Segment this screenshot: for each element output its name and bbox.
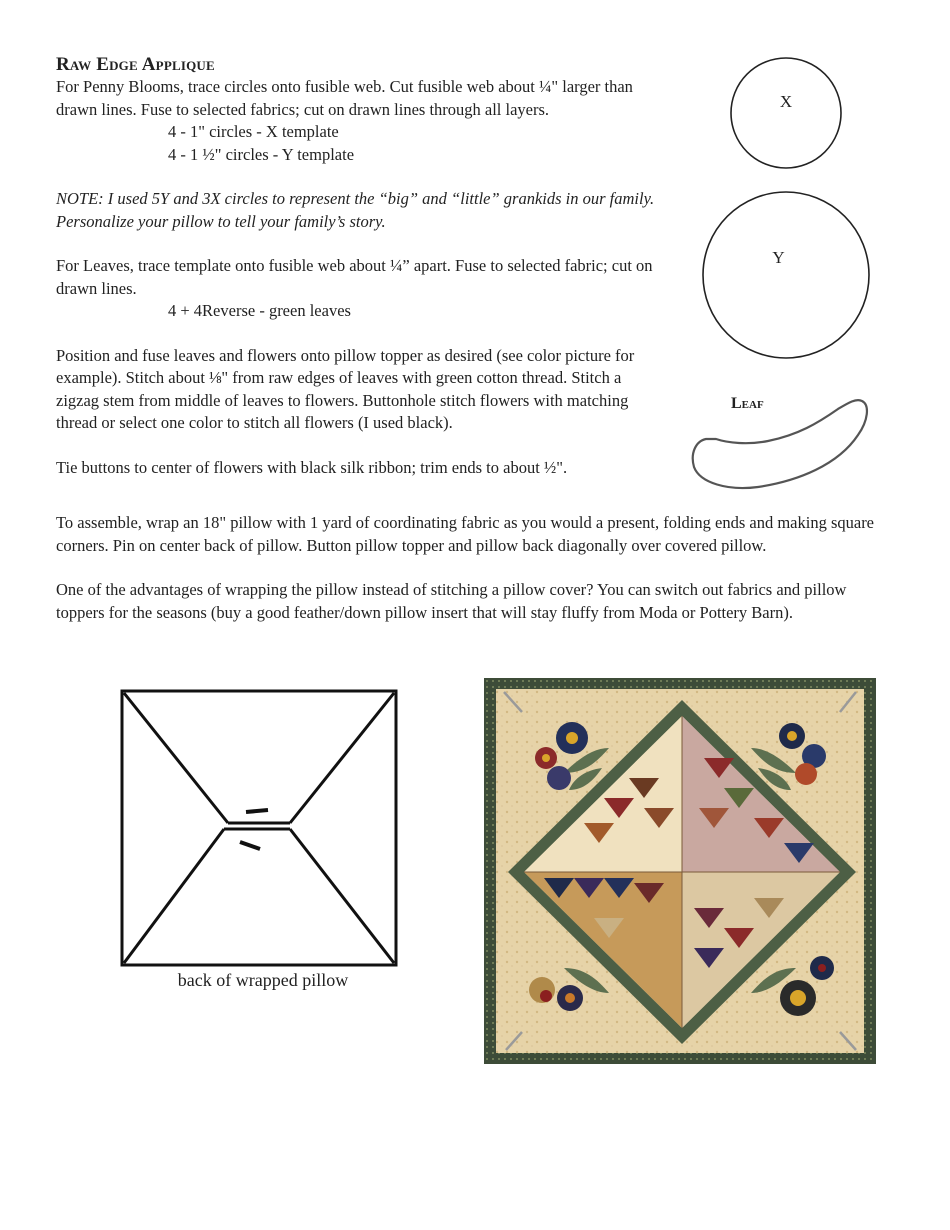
section-title: Raw Edge Applique: [56, 54, 215, 75]
diagram-caption: back of wrapped pillow: [177, 970, 349, 990]
assemble-paragraph: To assemble, wrap an 18" pillow with 1 yard of coordinating fabric as you would a present, folding ends and making square corners. Pin on center back of pillow. Button pillow topper and pillow back diagonally over covered pillow.: [56, 513, 875, 555]
leaf-template: [688, 395, 873, 495]
leaf-template-label: Leaf: [731, 395, 764, 412]
tie-paragraph: Tie buttons to center of flowers with black silk ribbon; trim ends to about ½".: [56, 457, 568, 477]
leaves-paragraph: For Leaves, trace template onto fusible web about ¼” apart. Fuse to selected fabric; cut on drawn lines.: [56, 256, 653, 298]
circle-list-item-x: 4 - 1" circles - X template: [168, 122, 339, 141]
x-template-label: X: [779, 92, 793, 111]
note-paragraph: NOTE: I used 5Y and 3X circles to represent the “big” and “little” grankids in our family. Personalize your pillow to tell your family’s story.: [56, 189, 655, 231]
blooms-paragraph: For Penny Blooms, trace circles onto fusible web. Cut fusible web about ¼" larger than drawn lines. Fuse to selected fabrics; cut on drawn lines through all layers.: [56, 77, 633, 119]
wrapped-pillow-diagram: [120, 689, 400, 969]
advantages-paragraph: One of the advantages of wrapping the pillow instead of stitching a pillow cover? You can switch out fabrics and pillow toppers for the seasons (buy a good feather/down pillow insert that will stay fluffy from Moda or Pottery Barn).: [56, 580, 847, 622]
x-circle-template: [729, 56, 843, 170]
circle-list-item-y: 4 - 1 ½" circles - Y template: [168, 144, 355, 164]
y-template-label: Y: [772, 248, 785, 267]
leaves-list-item: 4 + 4Reverse - green leaves: [168, 301, 351, 320]
pillow-topper-photo: [484, 678, 876, 1064]
position-paragraph: Position and fuse leaves and flowers onto pillow topper as desired (see color picture for example). Stitch about ⅛" from raw edges of leaves with green cotton thread. Stitch a zigzag stem from middle of leaves to flowers. Buttonhole stitch flowers with matching thread or select one color to stitch all flowers (I used black).: [56, 345, 635, 432]
y-circle-template: [701, 190, 871, 360]
